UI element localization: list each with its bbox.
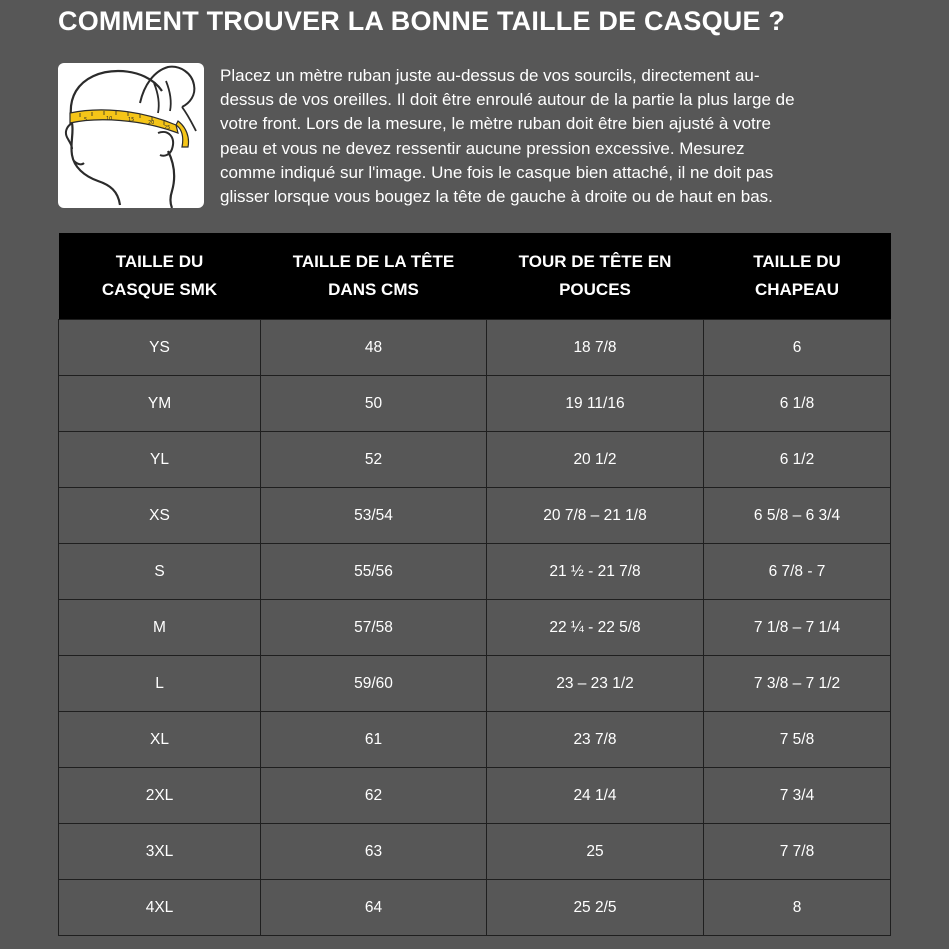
header-head-circumference-inches: TOUR DE TÊTE EN POUCES: [487, 233, 704, 320]
size-chart-table: [58, 233, 891, 936]
header-helmet-size: TAILLE DU CASQUE SMK: [59, 233, 261, 320]
tape-mark: 10: [106, 116, 113, 122]
hat-size-cell: 6 7/8 - 7: [704, 544, 891, 600]
circumference-inches-cell: 20 1/2: [487, 432, 704, 488]
instructions-line: peau et vous ne devez ressentir aucune pression excessive. Mesurez: [220, 138, 745, 158]
circumference-inches-cell: 24 1/4: [487, 768, 704, 824]
table-header: [59, 233, 891, 320]
table-row: [59, 656, 891, 712]
helmet-size-cell: 4XL: [59, 880, 261, 936]
table-row: [59, 600, 891, 656]
header-hat-size: TAILLE DU CHAPEAU: [704, 233, 891, 320]
head-size-cm-cell: 52: [261, 432, 487, 488]
table-row: [59, 824, 891, 880]
tape-mark: 5: [84, 117, 88, 123]
hat-size-cell: 6 1/2: [704, 432, 891, 488]
hat-size-cell: 7 1/8 – 7 1/4: [704, 600, 891, 656]
helmet-size-cell: M: [59, 600, 261, 656]
hat-size-cell: 6 1/8: [704, 376, 891, 432]
table-row: [59, 376, 891, 432]
head-size-cm-cell: 62: [261, 768, 487, 824]
circumference-inches-cell: 18 7/8: [487, 320, 704, 376]
header-head-size-cm: TAILLE DE LA TÊTE DANS CMS: [261, 233, 487, 320]
hat-size-cell: 7 7/8: [704, 824, 891, 880]
table-body: [59, 320, 891, 936]
hat-size-cell: 7 3/8 – 7 1/2: [704, 656, 891, 712]
helmet-size-cell: XS: [59, 488, 261, 544]
helmet-size-cell: YS: [59, 320, 261, 376]
head-size-cm-cell: 55/56: [261, 544, 487, 600]
helmet-size-cell: YM: [59, 376, 261, 432]
circumference-inches-cell: 22 ¼ - 22 5/8: [487, 600, 704, 656]
circumference-inches-cell: 20 7/8 – 21 1/8: [487, 488, 704, 544]
hat-size-cell: 7 3/4: [704, 768, 891, 824]
circumference-inches-cell: 23 7/8: [487, 712, 704, 768]
instructions-line: dessus de vos oreilles. Il doit être enroulé autour de la partie la plus large de: [220, 90, 795, 110]
tape-mark: 20: [148, 120, 155, 126]
instructions-line: votre front. Lors de la mesure, le mètre ruban doit être bien ajusté à votre: [220, 114, 771, 134]
table-row: [59, 432, 891, 488]
tape-mark: 15: [128, 117, 135, 123]
helmet-size-cell: S: [59, 544, 261, 600]
circumference-inches-cell: 25 2/5: [487, 880, 704, 936]
table-header-row: [59, 233, 891, 320]
hat-size-cell: 8: [704, 880, 891, 936]
table-row: [59, 488, 891, 544]
instructions-line: Placez un mètre ruban juste au-dessus de vos sourcils, directement au-: [220, 66, 760, 85]
head-size-cm-cell: 64: [261, 880, 487, 936]
head-size-cm-cell: 63: [261, 824, 487, 880]
head-size-cm-cell: 50: [261, 376, 487, 432]
hat-size-cell: 6: [704, 320, 891, 376]
circumference-inches-cell: 19 11/16: [487, 376, 704, 432]
page-title: COMMENT TROUVER LA BONNE TAILLE DE CASQUE ?: [58, 6, 786, 36]
head-size-cm-cell: 57/58: [261, 600, 487, 656]
head-measuring-tape-icon: [58, 63, 204, 208]
instructions-text: [220, 64, 900, 209]
hat-size-cell: 6 5/8 – 6 3/4: [704, 488, 891, 544]
helmet-size-cell: 3XL: [59, 824, 261, 880]
helmet-size-cell: XL: [59, 712, 261, 768]
circumference-inches-cell: 21 ½ - 21 7/8: [487, 544, 704, 600]
helmet-size-cell: L: [59, 656, 261, 712]
helmet-size-cell: YL: [59, 432, 261, 488]
helmet-size-cell: 2XL: [59, 768, 261, 824]
table-row: [59, 712, 891, 768]
table-row: [59, 544, 891, 600]
table-row: [59, 768, 891, 824]
head-size-cm-cell: 48: [261, 320, 487, 376]
table-row: [59, 880, 891, 936]
head-size-cm-cell: 61: [261, 712, 487, 768]
circumference-inches-cell: 25: [487, 824, 704, 880]
instructions-line: comme indiqué sur l'image. Une fois le casque bien attaché, il ne doit pas: [220, 162, 774, 182]
table-row: [59, 320, 891, 376]
circumference-inches-cell: 23 – 23 1/2: [487, 656, 704, 712]
tape-mark: 25: [164, 125, 171, 131]
head-size-cm-cell: 59/60: [261, 656, 487, 712]
instructions-line: glisser lorsque vous bougez la tête de gauche à droite ou de haut en bas.: [220, 187, 773, 207]
head-size-cm-cell: 53/54: [261, 488, 487, 544]
hat-size-cell: 7 5/8: [704, 712, 891, 768]
